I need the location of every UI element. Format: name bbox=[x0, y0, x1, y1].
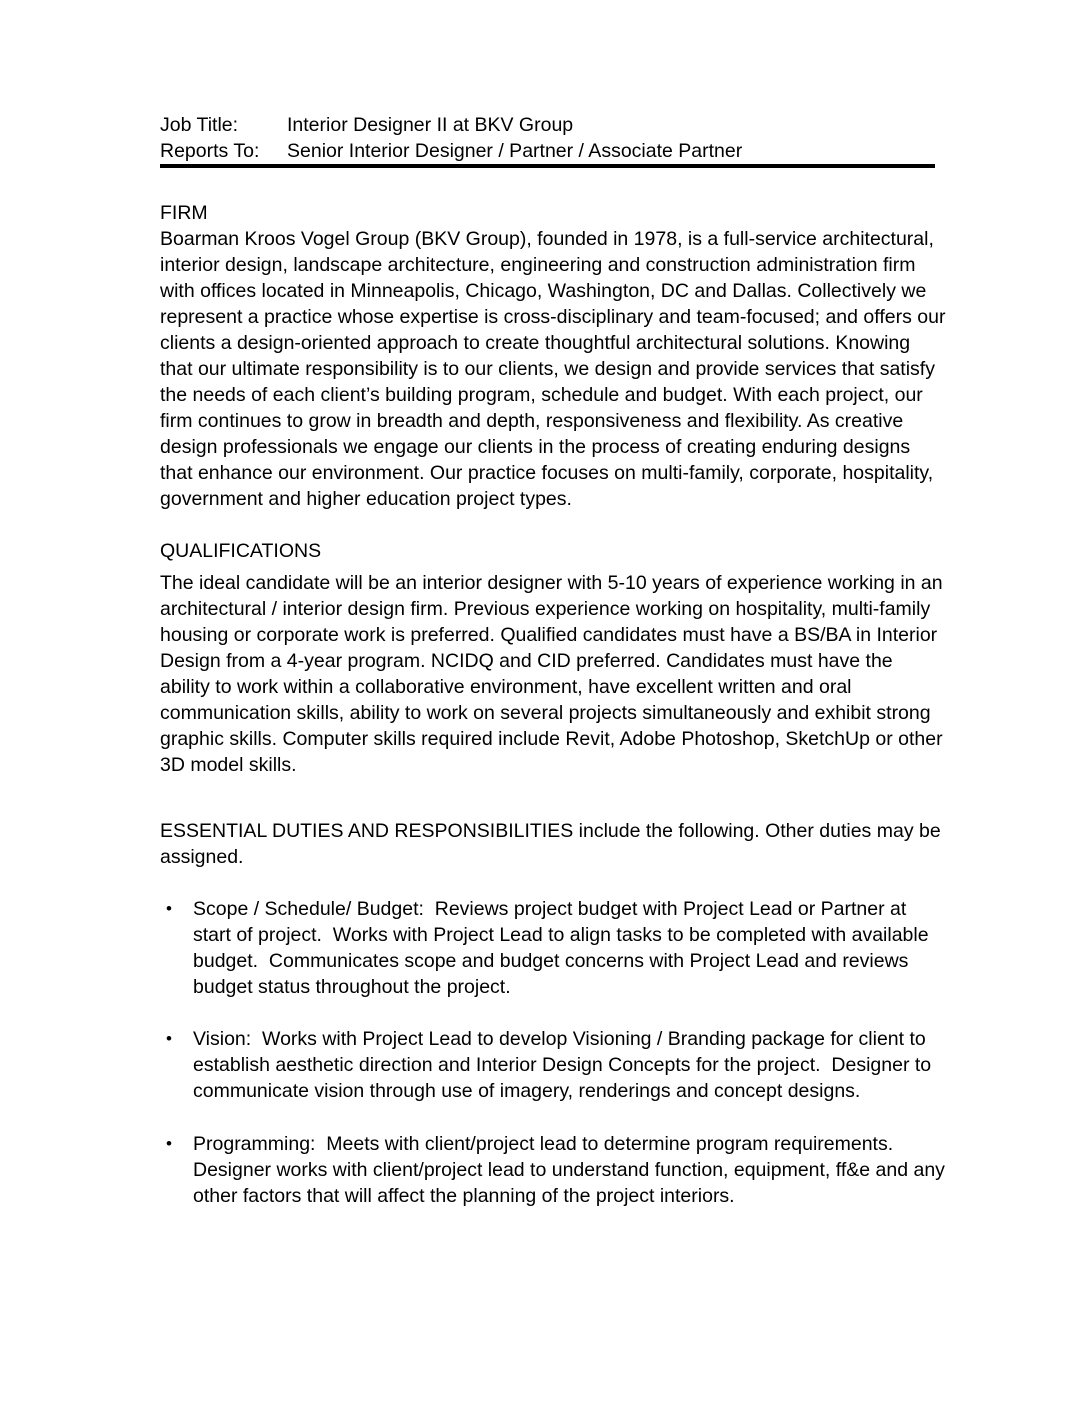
bullet-icon: • bbox=[166, 1029, 172, 1048]
duty-item-programming bbox=[160, 1131, 951, 1209]
reports-to-value: Senior Interior Designer / Partner / Associate Partner bbox=[287, 140, 743, 162]
reports-to-label: Reports To: bbox=[160, 140, 260, 162]
duty-text: Programming: Meets with client/project lead to determine program requirements. Designer works with client/project lead to understand function, equipment, ff&e and any other factors that will affect the planning of the project interiors. bbox=[193, 1133, 951, 1207]
duty-text: Vision: Works with Project Lead to develop Visioning / Branding package for client to establish aesthetic direction and Interior Design Concepts for the project. Designer to communicate vision through use of imagery, renderings and concept designs. bbox=[193, 1028, 937, 1102]
qualifications-paragraph: The ideal candidate will be an interior designer with 5-10 years of experience working in an architectural / interior design firm. Previous experience working on hospitality, multi-family housing or corporate work is preferred. Qualified candidates must have a BS/BA in Interior Design from a 4-year program. NCIDQ and CID preferred. Candidates must have the ability to work within a collaborative environment, have excellent written and oral communication skills, ability to work on several projects simultaneously and exhibit strong graphic skills. Computer skills required include Revit, Adobe Photoshop, SketchUp or other 3D model skills. bbox=[160, 572, 949, 776]
firm-paragraph: Boarman Kroos Vogel Group (BKV Group), founded in 1978, is a full-service architectural, interior design, landscape architecture, engineering and construction administration firm with offices located in Minneapolis, Chicago, Washington, DC and Dallas. Collectively we represent a practice whose expertise is cross-disciplinary and team-focused; and offers our clients a design-oriented approach to create thoughtful architectural solutions. Knowing that our ultimate responsibility is to our clients, we design and provide services that satisfy the needs of each client’s building program, schedule and budget. With each project, our firm continues to grow in breadth and depth, responsiveness and flexibility. As creative design professionals we engage our clients in the process of creating enduring designs that enhance our environment. Our practice focuses on multi-family, corporate, hospitality, government and higher education project types. bbox=[160, 228, 951, 510]
reports-to-row bbox=[160, 138, 946, 164]
duty-item-vision bbox=[160, 1026, 946, 1104]
bullet-icon: • bbox=[166, 899, 172, 918]
duties-list bbox=[160, 896, 951, 1209]
header-divider-rule bbox=[160, 164, 935, 168]
duty-item-scope-schedule-budget bbox=[160, 896, 946, 1000]
job-title-label: Job Title: bbox=[160, 114, 239, 136]
duties-intro: ESSENTIAL DUTIES AND RESPONSIBILITIES include the following. Other duties may be assigned. bbox=[160, 820, 947, 868]
job-title-row bbox=[160, 112, 946, 138]
firm-heading: FIRM bbox=[160, 202, 208, 224]
bullet-icon: • bbox=[166, 1134, 172, 1153]
job-header bbox=[160, 112, 946, 168]
duty-text: Scope / Schedule/ Budget: Reviews project budget with Project Lead or Partner at start of project. Works with Project Lead to align tasks to be completed with available budget. Communicates scope and budget concerns with Project Lead and reviews budget status throughout the project. bbox=[193, 898, 935, 998]
document-page bbox=[160, 112, 951, 1209]
job-title-value: Interior Designer II at BKV Group bbox=[287, 114, 574, 136]
qualifications-heading: QUALIFICATIONS bbox=[160, 540, 322, 562]
